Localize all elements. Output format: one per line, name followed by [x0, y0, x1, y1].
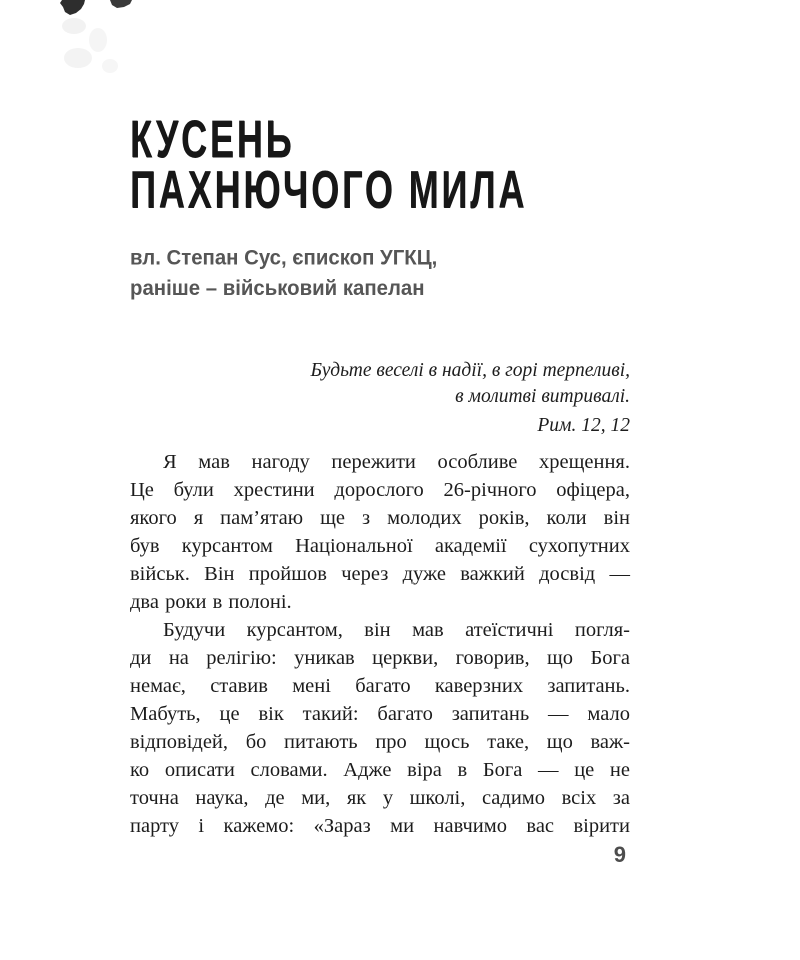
- text-line: два роки в полоні.: [130, 591, 292, 613]
- author-subtitle: [130, 243, 437, 304]
- chapter-title-line2: ПАХНЮЧОГО МИЛА: [130, 160, 528, 219]
- body-text: [130, 448, 630, 840]
- text-line: відповідей, бо питають про щось таке, що важ-: [130, 731, 630, 753]
- epigraph-line: Будьте веселі в надії, в горі терпеливі,: [310, 360, 630, 381]
- chapter-title-line1: КУСЕНЬ: [130, 109, 295, 169]
- ink-splatter-decoration: [40, 0, 160, 80]
- text-line: військ. Він пройшов через дуже важкий досвід —: [130, 563, 630, 585]
- text-line: був курсантом Національної академії сухопутних: [130, 535, 630, 557]
- text-line: Це були хрестини дорослого 26-річного офіцера,: [130, 479, 630, 501]
- epigraph-source: Рим. 12, 12: [537, 415, 630, 436]
- text-line: ди на релігію: уникав церкви, говорив, що Бога: [130, 647, 630, 669]
- text-line: немає, ставив мені багато каверзних запитань.: [130, 675, 630, 697]
- epigraph-line: в молитві витривалі.: [455, 386, 630, 407]
- text-line: парту і кажемо: «Зараз ми навчимо вас вірити: [130, 815, 630, 837]
- text-line: ко описати словами. Адже віра в Бога — це не: [130, 759, 630, 781]
- author-subtitle-line1: вл. Степан Сус, єпископ УГКЦ,: [130, 246, 438, 270]
- epigraph: [130, 358, 630, 439]
- page-number: 9: [613, 842, 626, 867]
- chapter-title: [130, 109, 528, 219]
- text-line: Я мав нагоду пережити особливе хрещення.: [163, 451, 630, 473]
- paragraph: [130, 448, 630, 616]
- text-line: точна наука, де ми, як у школі, садимо всіх за: [130, 787, 630, 809]
- paragraph: [130, 616, 630, 840]
- text-line: якого я пам’ятаю ще з молодих років, коли він: [130, 507, 630, 529]
- text-line: Мабуть, це вік такий: багато запитань — мало: [130, 703, 630, 725]
- text-line: Будучи курсантом, він мав атеїстичні погля-: [163, 619, 630, 641]
- author-subtitle-line2: раніше – військовий капелан: [130, 276, 425, 301]
